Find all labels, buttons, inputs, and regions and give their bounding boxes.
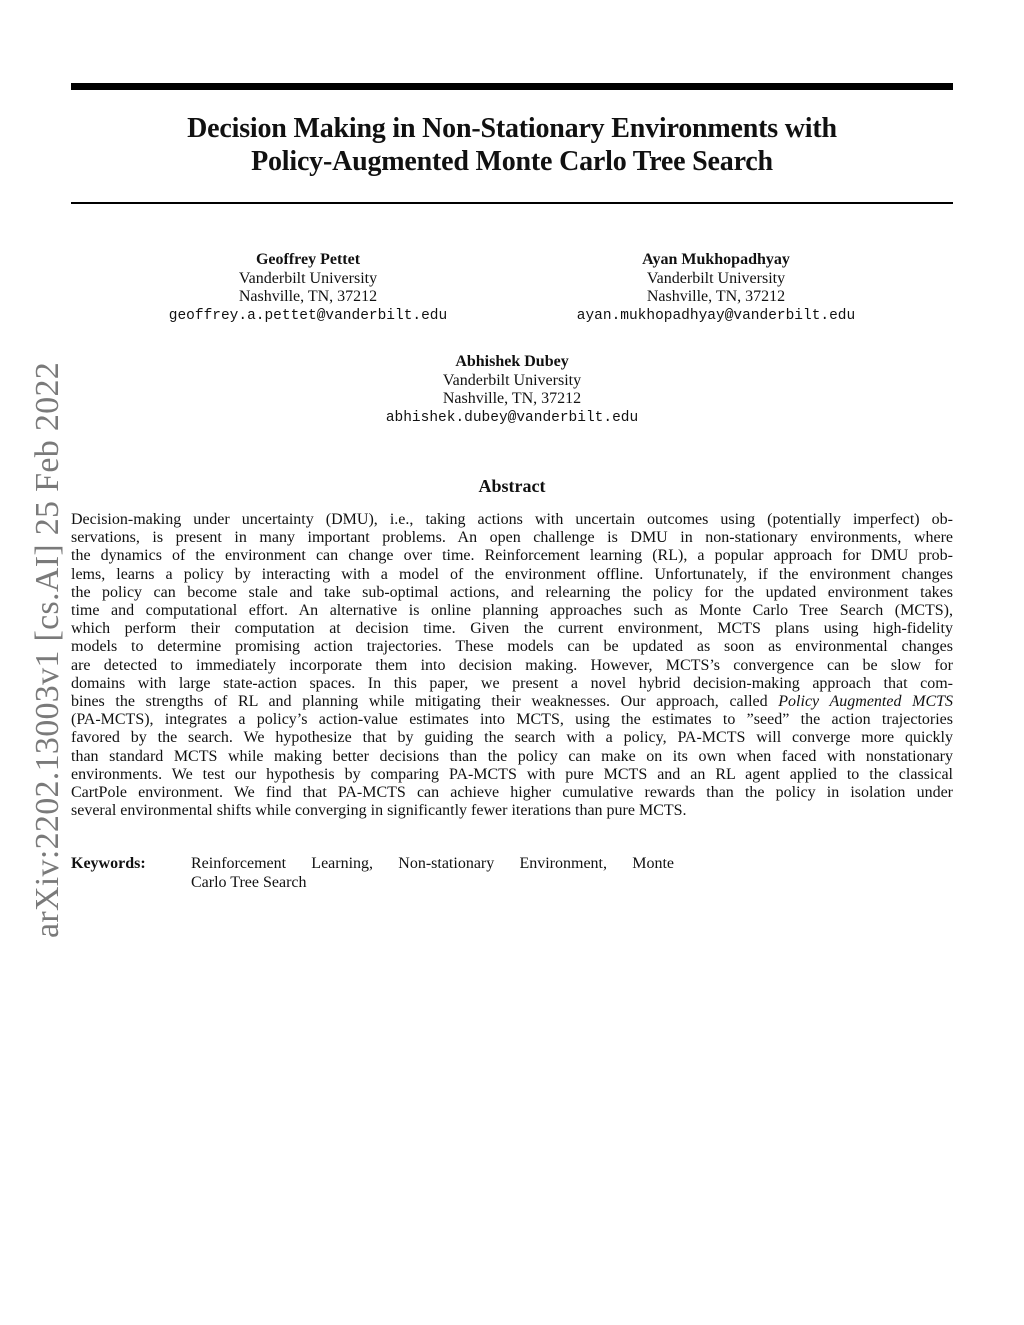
abstract-line-text: bines the strengths of RL and planning while mitigating their weaknesses. Our approach, called: [71, 693, 768, 711]
author-affiliation: Vanderbilt University: [238, 269, 378, 287]
abstract-line: CartPole environment. We find that PA-MCTS can achieve higher cumulative rewards than the policy in isolation under: [71, 784, 953, 802]
author-address: Nashville, TN, 37212: [646, 288, 786, 305]
paper-title: [71, 112, 953, 178]
abstract-line: which perform their computation at decision time. Given the current environment, MCTS plans using high-fidelity: [71, 620, 953, 638]
keywords-line: Carlo Tree Search: [191, 873, 307, 891]
abstract-line: the dynamics of the environment can change over time. Reinforcement learning (RL), a popular approach for DMU prob-: [71, 547, 953, 565]
author-block-2: [536, 251, 896, 325]
abstract-line-with-emphasis: [71, 693, 953, 711]
abstract-line: than standard MCTS while making better decisions than the policy can make on its own when faced with nonstationary: [71, 747, 953, 765]
author-block-1: [128, 251, 488, 325]
title-line-1: Decision Making in Non-Stationary Environments with: [187, 113, 837, 144]
abstract-line: are detected to immediately incorporate them into decision making. However, MCTS’s convergence can be slow for: [71, 656, 953, 674]
abstract-body: [71, 511, 953, 820]
author-address: Nashville, TN, 37212: [238, 288, 378, 305]
abstract-line: models to determine promising action trajectories. These models can be updated as soon as environmental changes: [71, 638, 953, 656]
author-affiliation: Vanderbilt University: [646, 269, 786, 287]
abstract-line: lems, learns a policy by interacting with a model of the environment offline. Unfortunately, if the environment changes: [71, 565, 953, 583]
abstract-line: the policy can become stale and take sub-optimal actions, and relearning the policy for the updated environment takes: [71, 583, 953, 601]
author-email[interactable]: abhishek.dubey@vanderbilt.edu: [385, 409, 639, 426]
author-block-3: [332, 353, 692, 427]
abstract-line: servations, is present in many important problems. An open challenge is DMU in non-stationary environments, where: [71, 529, 953, 547]
abstract-line: time and computational effort. An alternative is online planning approaches such as Monte Carlo Tree Search (MCTS),: [71, 602, 953, 620]
abstract-line: several environmental shifts while converging in significantly fewer iterations than pure MCTS.: [71, 802, 687, 820]
title-line-2: Policy-Augmented Monte Carlo Tree Search: [251, 146, 773, 177]
keywords-line: Reinforcement Learning, Non-stationary Environment, Monte: [191, 855, 674, 872]
title-bottom-rule: [71, 202, 953, 204]
arxiv-identifier-stamp: arXiv:2202.13003v1 [cs.AI] 25 Feb 2022: [29, 361, 66, 939]
author-affiliation: Vanderbilt University: [442, 371, 582, 389]
abstract-line: environments. We test our hypothesis by comparing PA-MCTS with pure MCTS and an RL agent applied to the classical: [71, 765, 953, 783]
abstract-heading: Abstract: [478, 476, 546, 496]
abstract-line: Decision-making under uncertainty (DMU), i.e., taking actions with uncertain outcomes using (potentially imperfect) ob-: [71, 511, 953, 528]
abstract-line: domains with large state-action spaces. In this paper, we present a novel hybrid decision-making approach that com-: [71, 674, 953, 692]
keywords-text: [191, 855, 674, 892]
author-name: Ayan Mukhopadhyay: [642, 251, 790, 268]
abstract-emphasis: Policy Augmented MCTS: [778, 693, 954, 711]
author-name: Geoffrey Pettet: [255, 251, 361, 268]
abstract-line: favored by the search. We hypothesize that by guiding the search with a policy, PA-MCTS will converge more quickly: [71, 729, 953, 747]
abstract-line: (PA-MCTS), integrates a policy’s action-value estimates into MCTS, using the estimates to ”seed” the action trajectories: [71, 711, 953, 729]
keywords-label: Keywords:: [71, 855, 146, 872]
author-email[interactable]: ayan.mukhopadhyay@vanderbilt.edu: [576, 307, 856, 324]
author-address: Nashville, TN, 37212: [442, 390, 582, 407]
author-email[interactable]: geoffrey.a.pettet@vanderbilt.edu: [168, 307, 448, 324]
title-top-rule: [71, 83, 953, 90]
author-name: Abhishek Dubey: [455, 353, 569, 370]
